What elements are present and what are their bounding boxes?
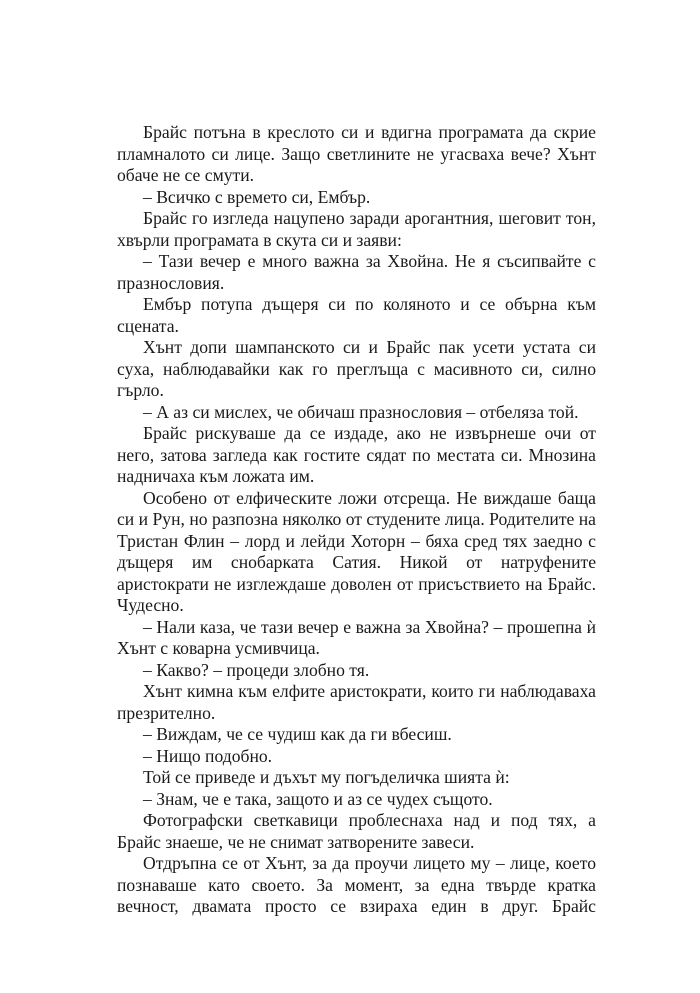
paragraph: Фотографски светкавици проблеснаха над и под тях, а Брайс знаеше, че не снимат затворените завеси. <box>117 810 596 852</box>
paragraph: – Виждам, че се чудиш как да ги вбесиш. <box>143 724 452 744</box>
paragraph: Брайс го изгледа нацупено заради арогантния, шеговит тон, хвърли програмата в скута си и заяви: <box>117 208 596 250</box>
paragraph: Той се приведе и дъхът му погъделичка шията ѝ: <box>143 767 510 787</box>
paragraph: – Знам, че е така, защото и аз се чудех същото. <box>143 788 493 809</box>
paragraph: Хънт допи шампанското си и Брайс пак усети устата си суха, наблюдавайки как го преглъща с масивното си, силно гърло. <box>117 337 596 400</box>
paragraph: Ембър потупа дъщеря си по коляното и се обърна към сцената. <box>117 294 596 336</box>
paragraph: – Нали каза, че тази вечер е важна за Хвойна? – прошепна ѝ Хънт с коварна усмивчица. <box>117 616 596 658</box>
paragraph: – А аз си мислех, че обичаш празнословия – отбеляза той. <box>143 401 579 422</box>
paragraph: Хънт кимна към елфите аристократи, които ги наблюдаваха презрително. <box>117 681 596 723</box>
paragraph: Брайс потъна в креслото си и вдигна програмата да скрие пламналото си лице. Защо светлините не угасваха вече? Хънт обаче не се смути. <box>117 122 596 185</box>
page-body-text <box>117 122 596 918</box>
paragraph: – Нищо подобно. <box>143 745 273 766</box>
paragraph: – Какво? – процеди злобно тя. <box>143 659 370 680</box>
paragraph: Брайс рискуваше да се издаде, ако не извърнеше очи от него, затова загледа как гостите сядат по местата си. Мнозина надничаха към ложата им. <box>117 423 596 486</box>
paragraph: – Всичко с времето си, Ембър. <box>143 186 371 207</box>
paragraph: – Тази вечер е много важна за Хвойна. Не я съсипвайте с празнословия. <box>117 251 596 293</box>
paragraph: Отдръпна се от Хънт, за да проучи лицето му – лице, което познаваше като своето. За момент, за една твърде кратка вечност, двамата просто се взираха един в друг. Брайс <box>117 853 596 916</box>
paragraph: Особено от елфическите ложи отсреща. Не виждаше баща си и Рун, но разпозна няколко от студените лица. Родителите на Тристан Флин – лорд и лейди Хоторн – бяха сред тях заедно с дъщеря им снобарката Сатия. Никой от натруфените аристократи не изглеждаше доволен от присъствието на Брайс. Чудесно. <box>117 487 596 615</box>
